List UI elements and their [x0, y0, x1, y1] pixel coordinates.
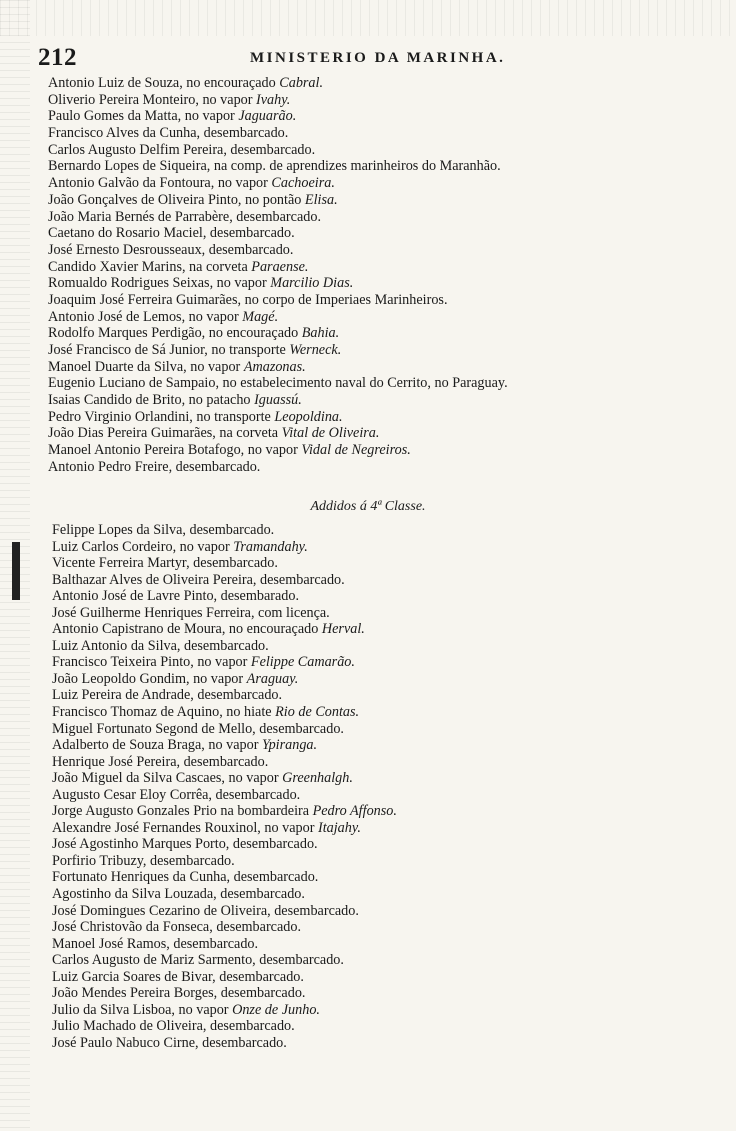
list-entry: [0, 853, 736, 870]
section-title: Addidos á 4ª Classe.: [310, 499, 426, 514]
entry-text: Antonio José de Lavre Pinto, desembarado.: [52, 588, 300, 605]
entry-text: João Dias Pereira Guimarães, na corveta: [48, 425, 282, 442]
entry-text: Miguel Fortunato Segond de Mello, desembarcado.: [52, 720, 344, 737]
entry-text: Carlos Augusto Delfim Pereira, desembarcado.: [48, 141, 316, 158]
list-entry: [0, 1018, 736, 1035]
entry-text: Balthazar Alves de Oliveira Pereira, desembarcado.: [52, 571, 345, 588]
list-entry: [0, 621, 736, 638]
entry-text: José Agostinho Marques Porto, desembarcado.: [52, 836, 318, 853]
ship-name: Amazonas.: [243, 358, 306, 375]
entry-text: Luiz Antonio da Silva, desembarcado.: [52, 637, 269, 654]
list-entry: [0, 209, 736, 226]
entry-text: Francisco Alves da Cunha, desembarcado.: [48, 125, 289, 142]
ship-name: Iguassú.: [254, 392, 302, 409]
entry-text: Antonio Pedro Freire, desembarcado.: [48, 458, 261, 475]
list-entry: [0, 886, 736, 903]
list-entry: [0, 721, 736, 738]
list-entry: [0, 192, 736, 209]
entry-text: Joaquim José Ferreira Guimarães, no corpo de Imperiaes Marinheiros.: [48, 291, 448, 308]
ship-name: Herval.: [321, 621, 365, 638]
list-entry: [0, 292, 736, 309]
entry-text: Luiz Carlos Cordeiro, no vapor: [52, 538, 234, 555]
ship-name: Tramandahy.: [233, 538, 308, 555]
list-entry: [0, 803, 736, 820]
entry-text: João Maria Bernés de Parrabère, desembarcado.: [48, 208, 321, 225]
list-entry: [0, 125, 736, 142]
ship-name: Werneck.: [289, 342, 342, 358]
list-entry: [0, 754, 736, 771]
entry-text: Jorge Augusto Gonzales Prio na bombardeira: [52, 803, 313, 820]
list-entry: [0, 425, 736, 442]
list-entry: [0, 737, 736, 754]
entry-text: José Guilherme Henriques Ferreira, com licença.: [52, 604, 330, 621]
list-entry: [0, 638, 736, 655]
entry-text: Eugenio Luciano de Sampaio, no estabelecimento naval do Cerrito, no Paraguay.: [48, 375, 508, 392]
page-header: [38, 44, 718, 72]
entry-text: Alexandre José Fernandes Rouxinol, no vapor: [52, 819, 318, 836]
list-entry: [0, 325, 736, 342]
entry-text: Julio Machado de Oliveira, desembarcado.: [52, 1018, 295, 1035]
ship-name: Vidal de Negreiros.: [301, 442, 411, 459]
entry-text: José Domingues Cezarino de Oliveira, desembarcado.: [52, 902, 359, 919]
entry-text: Antonio Luiz de Souza, no encouraçado: [48, 75, 280, 91]
ship-name: Ivahy.: [256, 91, 291, 108]
ship-name: Cachoeira.: [271, 175, 335, 192]
ship-name: Leopoldina.: [274, 408, 343, 425]
list-entry: [0, 142, 736, 159]
entry-text: Francisco Thomaz de Aquino, no hiate: [52, 704, 276, 721]
list-entry: [0, 275, 736, 292]
entry-text: Augusto Cesar Eloy Corrêa, desembarcado.: [52, 786, 301, 803]
list-entry: [0, 671, 736, 688]
list-entry: [0, 605, 736, 622]
entry-text: João Mendes Pereira Borges, desembarcado.: [52, 985, 306, 1002]
ship-name: Jaguarão.: [238, 108, 297, 125]
entry-text: José Francisco de Sá Junior, no transporte: [48, 342, 290, 358]
entry-text: José Paulo Nabuco Cirne, desembarcado.: [52, 1034, 287, 1051]
entry-text: Antonio Galvão da Fontoura, no vapor: [48, 175, 272, 192]
ship-name: Cabral.: [279, 75, 324, 91]
officer-list-addidos: [0, 522, 736, 1052]
list-entry: [0, 175, 736, 192]
list-entry: [0, 1002, 736, 1019]
list-entry: [0, 539, 736, 556]
list-entry: [0, 903, 736, 920]
list-entry: [0, 836, 736, 853]
entry-text: Porfirio Tribuzy, desembarcado.: [52, 852, 235, 869]
entry-text: Paulo Gomes da Matta, no vapor: [48, 108, 239, 125]
list-entry: [0, 919, 736, 936]
list-entry: [0, 158, 736, 175]
entry-text: Luiz Pereira de Andrade, desembarcado.: [52, 687, 283, 704]
entry-text: Vicente Ferreira Martyr, desembarcado.: [52, 555, 278, 572]
entry-text: Felippe Lopes da Silva, desembarcado.: [52, 522, 275, 538]
entry-text: João Gonçalves de Oliveira Pinto, no pontão: [48, 191, 305, 208]
list-entry: [0, 375, 736, 392]
entry-text: Manoel José Ramos, desembarcado.: [52, 935, 259, 952]
list-entry: [0, 409, 736, 426]
entry-text: Adalberto de Souza Braga, no vapor: [52, 737, 262, 754]
entry-text: Antonio Capistrano de Moura, no encouraçado: [52, 621, 322, 638]
list-entry: [0, 869, 736, 886]
entry-text: Luiz Garcia Soares de Bivar, desembarcado.: [52, 968, 304, 985]
ship-name: Pedro Affonso.: [312, 803, 397, 820]
entry-text: Julio da Silva Lisboa, no vapor: [52, 1001, 233, 1018]
entry-text: Manoel Duarte da Silva, no vapor: [48, 358, 244, 375]
entry-text: Isaias Candido de Brito, no patacho: [48, 392, 255, 409]
list-entry: [0, 654, 736, 671]
list-entry: [0, 952, 736, 969]
entry-text: Antonio José de Lemos, no vapor: [48, 308, 243, 325]
list-entry: [0, 242, 736, 259]
list-entry: [0, 687, 736, 704]
ship-name: Ypiranga.: [262, 737, 318, 754]
list-entry: [0, 359, 736, 376]
entry-text: Romualdo Rodrigues Seixas, no vapor: [48, 275, 271, 292]
page-number: 212: [38, 44, 77, 71]
list-entry: [0, 342, 736, 359]
ship-name: Elisa.: [304, 191, 338, 208]
list-entry: [0, 704, 736, 721]
running-head: MINISTERIO DA MARINHA.: [250, 50, 506, 66]
list-entry: [0, 572, 736, 589]
ship-name: Onze de Junho.: [232, 1001, 320, 1018]
list-entry: [0, 92, 736, 109]
ship-name: Araguay.: [246, 670, 299, 687]
ship-name: Felippe Camarão.: [250, 654, 355, 671]
list-entry: [0, 787, 736, 804]
list-entry: [0, 108, 736, 125]
entry-text: Caetano do Rosario Maciel, desembarcado.: [48, 225, 295, 242]
ship-name: Bahia.: [301, 325, 340, 342]
list-entry: [0, 820, 736, 837]
ship-name: Magé.: [242, 308, 279, 325]
entry-text: Fortunato Henriques da Cunha, desembarcado.: [52, 869, 319, 886]
list-entry: [0, 225, 736, 242]
list-entry: [0, 555, 736, 572]
list-entry: [0, 588, 736, 605]
ship-name: Paraense.: [251, 258, 309, 275]
entry-text: Manoel Antonio Pereira Botafogo, no vapor: [48, 442, 302, 459]
paper-texture-top: [0, 0, 736, 36]
list-entry: [0, 309, 736, 326]
list-entry: [0, 1035, 736, 1052]
entry-text: José Christovão da Fonseca, desembarcado.: [52, 919, 302, 936]
list-entry: [0, 985, 736, 1002]
list-entry: [0, 442, 736, 459]
list-entry: [0, 259, 736, 276]
ship-name: Vital de Oliveira.: [281, 425, 380, 442]
list-entry: [0, 770, 736, 787]
list-entry: [0, 75, 736, 92]
entry-text: Henrique José Pereira, desembarcado.: [52, 753, 269, 770]
list-entry: [0, 459, 736, 476]
ship-name: Itajahy.: [317, 819, 361, 836]
entry-text: João Miguel da Silva Cascaes, no vapor: [52, 770, 283, 787]
officer-list-top: [0, 75, 736, 476]
ship-name: Marcilio Dias.: [270, 275, 354, 292]
list-entry: [0, 969, 736, 986]
entry-text: Candido Xavier Marins, na corveta: [48, 258, 252, 275]
ship-name: Rio de Contas.: [275, 704, 360, 721]
entry-text: Agostinho da Silva Louzada, desembarcado.: [52, 886, 305, 903]
entry-text: Francisco Teixeira Pinto, no vapor: [52, 654, 251, 671]
entry-text: Carlos Augusto de Mariz Sarmento, desembarcado.: [52, 952, 344, 969]
entry-text: Pedro Virginio Orlandini, no transporte: [48, 408, 275, 425]
list-entry: [0, 522, 736, 539]
entry-text: José Ernesto Desrousseaux, desembarcado.: [48, 241, 294, 258]
entry-text: Oliverio Pereira Monteiro, no vapor: [48, 91, 257, 108]
list-entry: [0, 936, 736, 953]
entry-text: Rodolfo Marques Perdigão, no encouraçado: [48, 325, 302, 342]
ship-name: Greenhalgh.: [282, 770, 353, 787]
entry-text: Bernardo Lopes de Siqueira, na comp. de aprendizes marinheiros do Maranhão.: [48, 158, 501, 175]
list-entry: [0, 392, 736, 409]
entry-text: João Leopoldo Gondim, no vapor: [52, 670, 247, 687]
